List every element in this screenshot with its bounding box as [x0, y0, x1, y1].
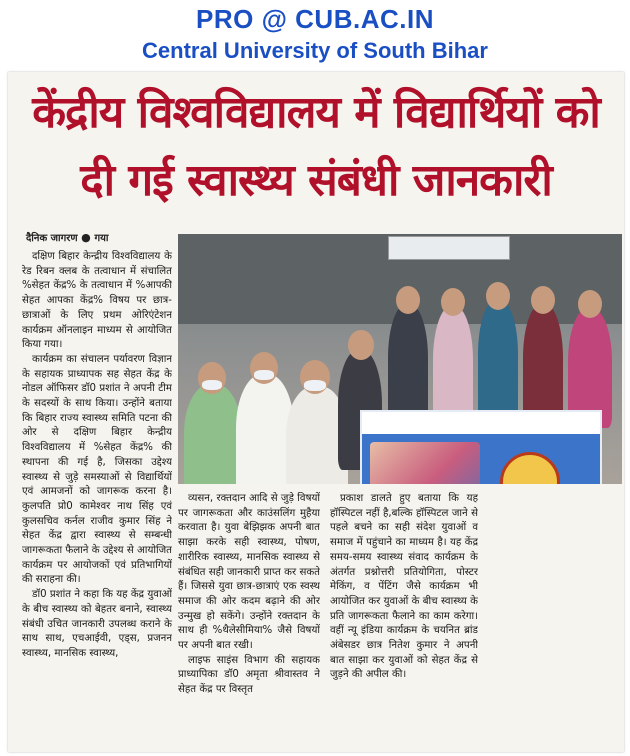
person-figure [184, 384, 242, 484]
newspaper-name: दैनिक जागरण [26, 233, 78, 244]
group-photo [178, 234, 622, 484]
article-column-1 [22, 250, 172, 750]
university-logo-icon [500, 452, 560, 484]
poster-header-strip [362, 412, 600, 434]
source-credit [26, 230, 109, 244]
face-mask [304, 380, 326, 391]
headline-line-1: केंद्रीय विश्वविद्यालय में विद्यार्थियों को [32, 87, 600, 138]
person-head [578, 290, 602, 318]
bullet-icon: ● [81, 231, 95, 244]
article-paragraph: कार्यक्रम का संचालन पर्यावरण विज्ञान के सहायक प्राध्यापक सह सेहत केंद्र के नोडल ऑफिसर डॉ0 प्रशांत ने अपनी टीम के सदस्यों के साथ किया। उन्होंने बताया कि बिहार राज्य स्वास्थ्य समिति पटना की ओर से दक्षिण बिहार केन्द्रीय विश्वविद्यालय में %सेहत केंद्र% की स्थापना की गई है, जिसका उद्देश्य स्वास्थ्य से जुड़े समस्याओं से विद्यार्थियों एवं आमजनों को जागरूक करना है। कुलपति प्रो0 कामेश्वर नाथ सिंह एवं कुलसचिव कर्नल राजीव कुमार सिंह ने सेहत केंद्र द्वारा स्वास्थ्य से सम्बन्धी जागरूकता फैलाने के उद्देश्य से आयोजित कार्यक्रम पर आयोजकों एवं प्रतिभागियों की सराहना की। [22, 353, 172, 586]
person-head [348, 330, 374, 360]
person-head [396, 286, 420, 314]
person-head [486, 282, 510, 310]
article-paragraph: लाइफ साइंस विभाग की सहायक प्राध्यापिका डॉ0 अमृता श्रीवास्तव ने सेहत केंद्र पर विस्तृत [178, 654, 320, 696]
face-mask [202, 380, 222, 390]
article-paragraph: डॉ0 प्रशांत ने कहा कि यह केंद्र युवाओं के बीच स्वास्थ्य को बेहतर बनाने, स्वास्थ्य संबंधी उचित जानकारी उपलब्ध कराने के साथ साथ, एचआईवी, एड्स, प्रजनन स्वास्थ्य, मानसिक स्वास्थ्य, [22, 589, 172, 659]
university-name: Central University of South Bihar [142, 38, 488, 63]
article-paragraph: दक्षिण बिहार केन्द्रीय विश्वविद्यालय के रेड रिबन क्लब के तत्वाधान में संचालित %सेहत केंद्र% के तत्वाधान में %आपकी सेहत आपका केंद्र% विषय पर छात्र- छात्राओं के लिए प्रथम ओरिएंटेशन कार्यक्रम ऑनलाइन माध्यम से आयोजित किया गया। [22, 251, 172, 351]
person-head [441, 288, 465, 316]
article-paragraph: प्रकाश डालते हुए बताया कि यह हॉस्पिटल नहीं है,बल्कि हॉस्पिटल जाने से पहले बचने का सही संदेश युवाओं व समाज में पहुंचाने का माध्यम है। यह केंद्र समय-समय स्वास्थ्य संवाद कार्यक्रम के अंतर्गत प्रश्नोत्तरी प्रतियोगिता, पोस्टर मेकिंग, व पेंटिंग जैसे कार्यक्रम भी आयोजित कर युवाओं के बीच स्वास्थ्य के प्रति जागरूकता फैलाने का काम करेगा। वहीं न्यू इंडिया कार्यक्रम के चयनित ब्रांड अंबेसडर छात्र नितेश कुमार ने अपनी बात साझा कर युवाओं को सेहत केंद्र से जुड़ने की अपील की। [330, 493, 478, 681]
wall-sign [388, 236, 510, 260]
pro-email-line: PRO @ CUB.AC.IN [196, 4, 434, 34]
article-column-2 [178, 492, 320, 750]
headline-line-2: दी गई स्वास्थ्य संबंधी जानकारी [80, 155, 552, 206]
dateline-place: गया [94, 233, 109, 244]
person-figure [388, 304, 428, 424]
newspaper-clipping [8, 72, 624, 752]
person-figure [478, 300, 518, 420]
header-banner [0, 0, 630, 70]
article-column-3 [330, 492, 478, 750]
face-mask [254, 370, 274, 380]
awareness-poster [360, 410, 602, 484]
person-head [531, 286, 555, 314]
poster-photo-collage [370, 442, 480, 484]
person-figure [433, 306, 473, 426]
person-figure [523, 304, 563, 424]
article-paragraph: व्यसन, रक्तदान आदि से जुड़े विषयों पर जागरूकता और काउंसलिंग मुहैया करवाता है। युवा बेझिझक अपनी बात साझा करके सही स्वास्थ्य, पोषण, शारीरिक स्वास्थ्य, मानसिक स्वास्थ्य से संबंधित सही जानकारी प्राप्त कर सकते हैं। जिससे युवा छात्र-छात्राएं एक स्वस्थ समाज की ओर कदम बढ़ाने की ओर उन्मुख हो सकेंगे। उन्होंने रक्तदान के साथ ही %थैलेसीमिया% जैसे विषयों पर अपनी बात रखी। [178, 493, 320, 652]
